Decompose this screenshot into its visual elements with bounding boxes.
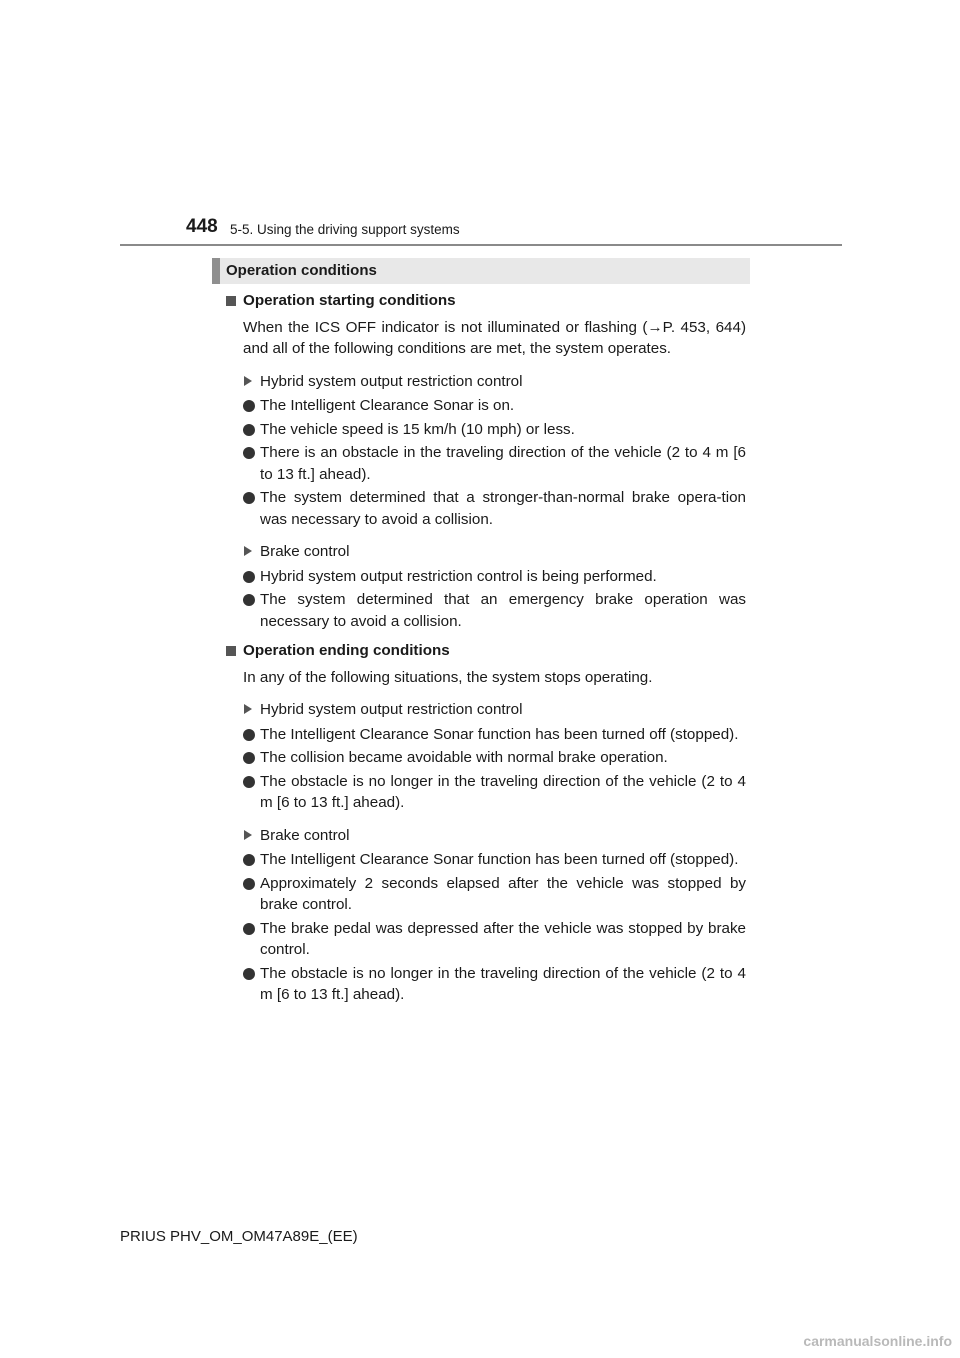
list-item: The Intelligent Clearance Sonar is on. [222,395,746,417]
ending-group-label: Hybrid system output restriction control [222,699,746,721]
starting-group-label: Brake control [222,541,746,563]
section-heading: Operation conditions [212,258,750,284]
list-item: There is an obstacle in the traveling direction of the vehicle (2 to 4 m [6 to 13 ft.] ahead). [222,442,746,485]
list-item: The collision became avoidable with normal brake operation. [222,747,746,769]
list-item: The brake pedal was depressed after the vehicle was stopped by brake control. [222,918,746,961]
ending-conditions-heading: Operation ending conditions [222,640,746,662]
starting-group-label: Hybrid system output restriction control [222,371,746,393]
chapter-title: 5-5. Using the driving support systems [230,222,460,237]
list-item: The system determined that an emergency brake operation was necessary to avoid a collision. [222,589,746,632]
list-item: The system determined that a stronger-than-normal brake opera-tion was necessary to avoid a collision. [222,487,746,530]
list-item: The Intelligent Clearance Sonar function has been turned off (stopped). [222,849,746,871]
content [222,290,746,1006]
watermark: carmanualsonline.info [803,1333,952,1349]
list-item: The obstacle is no longer in the traveling direction of the vehicle (2 to 4 m [6 to 13 ft.] ahead). [222,963,746,1006]
starting-conditions-intro: When the ICS OFF indicator is not illuminated or flashing (→P. 453, 644) and all of the following conditions are met, the system operates. [243,318,746,357]
list-item: The Intelligent Clearance Sonar function has been turned off (stopped). [222,724,746,746]
starting-conditions-heading: Operation starting conditions [222,290,746,312]
ending-group-label: Brake control [222,825,746,847]
list-item: Approximately 2 seconds elapsed after the vehicle was stopped by brake control. [222,873,746,916]
list-item: Hybrid system output restriction control is being performed. [222,566,746,588]
list-item: The vehicle speed is 15 km/h (10 mph) or less. [222,419,746,441]
ending-conditions-intro: In any of the following situations, the system stops operating. [243,668,653,686]
header-rule [120,244,842,246]
footer-model-code: PRIUS PHV_OM_OM47A89E_(EE) [120,1228,358,1245]
list-item: The obstacle is no longer in the traveling direction of the vehicle (2 to 4 m [6 to 13 ft.] ahead). [222,771,746,814]
page-number: 448 [186,216,218,237]
